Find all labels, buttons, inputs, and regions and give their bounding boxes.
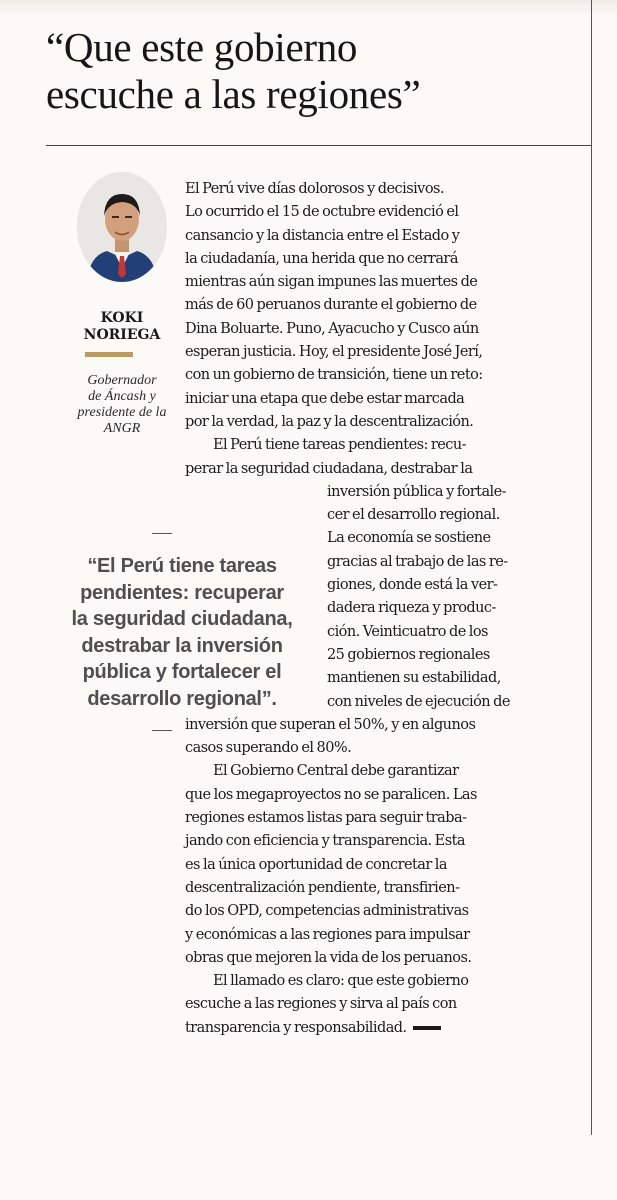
body-line: por la verdad, la paz y la descentralización.: [185, 413, 474, 430]
body-line: es la única oportunidad de concretar la: [185, 856, 447, 873]
body-line: casos superando el 80%.: [185, 740, 352, 757]
author-name: [60, 310, 184, 344]
column-rule: [591, 0, 592, 1135]
headline-line: escuche a las regiones”: [46, 71, 421, 117]
article-body: [185, 178, 561, 1040]
body-line: gracias al trabajo de las re-: [327, 553, 508, 570]
body-line-last: [185, 1017, 561, 1040]
body-line: la ciudadanía, una herida que no cerrará: [185, 250, 458, 267]
body-line: jando con eficiencia y transparencia. Esta: [185, 833, 465, 850]
pull-quote-line: destrabar la inversión: [81, 634, 283, 657]
body-line: esperan justicia. Hoy, el presidente José Jerí,: [185, 344, 483, 361]
body-line: descentralización pendiente, transfirien-: [185, 879, 460, 896]
body-line: El llamado es claro: que este gobierno: [213, 973, 469, 990]
body-line: cansancio y la distancia entre el Estado y: [185, 227, 460, 244]
article-headline: [46, 24, 586, 118]
body-line: El Perú vive días dolorosos y decisivos.: [185, 181, 444, 197]
body-line: 25 gobiernos regionales: [327, 646, 490, 663]
body-line: ción. Veinticuatro de los: [327, 623, 488, 640]
pull-quote-rule-bottom: [152, 730, 172, 731]
body-line: cer el desarrollo regional.: [327, 507, 500, 524]
body-line: que los megaproyectos no se paralicen. Las: [185, 786, 477, 803]
pull-quote-rule-top: [152, 533, 172, 534]
author-role-line: Gobernador: [87, 373, 157, 388]
author-photo: [77, 172, 167, 282]
body-line: con un gobierno de transición, tiene un reto:: [185, 367, 483, 384]
body-line: inversión pública y fortale-: [327, 483, 507, 500]
author-role-line: presidente de la: [77, 405, 167, 420]
body-line: perar la seguridad ciudadana, destrabar la: [185, 460, 473, 477]
author-name-line: NORIEGA: [83, 327, 161, 343]
body-line: mientras aún sigan impunes las muertes de: [185, 274, 478, 291]
body-line: iniciar una etapa que debe estar marcada: [185, 390, 465, 407]
body-line: más de 60 peruanos durante el gobierno de: [185, 297, 477, 314]
pull-quote-line: desarrollo regional”.: [87, 687, 277, 710]
end-of-article-mark: [413, 1026, 441, 1030]
body-line: regiones estamos listas para seguir traba-: [185, 810, 467, 827]
body-line: giones, donde está la ver-: [327, 577, 498, 594]
pull-quote-line: pendientes: recuperar: [80, 581, 284, 604]
body-line: y económicas a las regiones para impulsar: [185, 926, 470, 943]
author-name-line: KOKI: [100, 310, 144, 326]
page-top-edge: [0, 0, 617, 16]
pull-quote-line: pública y fortalecer el: [82, 661, 282, 683]
body-line: con niveles de ejecución de: [327, 693, 510, 710]
body-line: La economía se sostiene: [327, 530, 491, 547]
headline-divider: [46, 145, 591, 146]
body-line: mantienen su estabilidad,: [327, 670, 501, 687]
author-accent-rule: [85, 352, 133, 357]
body-line: do los OPD, competencias administrativas: [185, 903, 469, 920]
author-role-line: ANGR: [103, 421, 141, 436]
body-line: Dina Boluarte. Puno, Ayacucho y Cusco aún: [185, 320, 479, 337]
body-line: inversión que superan el 50%, y en algunos: [185, 716, 476, 733]
pull-quote-line: la seguridad ciudadana,: [71, 608, 293, 630]
body-line: Lo ocurrido el 15 de octubre evidenció el: [185, 204, 459, 221]
body-line-text: transparencia y responsabilidad.: [185, 1019, 407, 1036]
body-line: El Gobierno Central debe garantizar: [213, 763, 459, 780]
pull-quote-line: “El Perú tiene tareas: [87, 555, 277, 577]
body-line: escuche a las regiones y sirva al país con: [185, 996, 457, 1013]
body-line: dadera riqueza y produc-: [327, 600, 496, 617]
headline-line: “Que este gobierno: [46, 24, 358, 70]
author-role: [60, 373, 184, 437]
body-line: obras que mejoren la vida de los peruanos.: [185, 949, 472, 966]
body-line: El Perú tiene tareas pendientes: recu-: [213, 437, 467, 454]
author-role-line: de Áncash y: [88, 389, 156, 404]
